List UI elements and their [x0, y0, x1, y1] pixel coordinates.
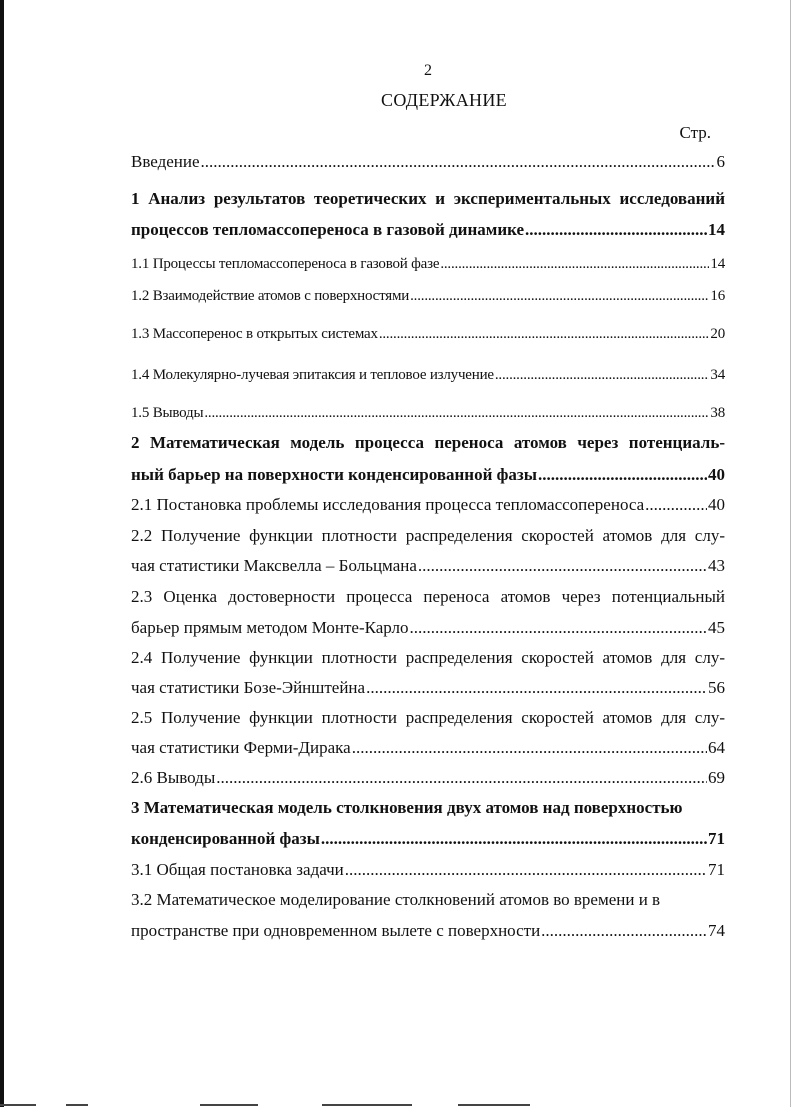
toc-entry-page: 64 — [708, 738, 725, 757]
toc-section-2-2-line-1 — [131, 525, 725, 547]
toc-entry-page: 71 — [708, 860, 725, 879]
toc-chapter-2-line-1 — [131, 432, 725, 454]
toc-section-2-6 — [131, 767, 725, 789]
toc-chapter-3-line-1 — [131, 797, 725, 819]
toc-entry-title: 1.1 Процессы тепломассопереноса в газовой фазе — [131, 256, 440, 272]
toc-entry-title: барьер прямым методом Монте-Карло — [131, 618, 409, 637]
toc-chapter-2 — [131, 464, 725, 486]
dot-leader — [410, 617, 707, 639]
toc-entry-title: ный барьер на поверхности конденсированной фазы — [131, 465, 537, 484]
toc-section-1-5 — [131, 402, 725, 424]
toc-entry-page: 20 — [710, 326, 725, 342]
dot-leader — [321, 828, 707, 850]
page-number: 2 — [424, 62, 432, 79]
toc-section-2-4-line-1 — [131, 647, 725, 669]
toc-section-2-5 — [131, 737, 725, 759]
toc-entry-title: 1.2 Взаимодействие атомов с поверхностями — [131, 288, 410, 304]
toc-entry-title: 2.3 Оценка достоверности процесса переноса атомов через потенциальный — [131, 587, 725, 606]
dot-leader — [440, 253, 709, 275]
toc-entry-page: 40 — [708, 495, 725, 514]
toc-entry-page: 69 — [708, 768, 725, 787]
toc-entry-page: 14 — [708, 220, 725, 239]
toc-section-1-1 — [131, 253, 725, 275]
toc-entry-page: 43 — [708, 556, 725, 575]
toc-entry-title: 2.5 Получение функции плотности распределения скоростей атомов для слу- — [131, 708, 725, 727]
toc-section-2-2 — [131, 555, 725, 577]
toc-entry-title: 1.5 Выводы — [131, 405, 204, 421]
toc-entry-page: 71 — [708, 829, 725, 848]
toc-section-1-4 — [131, 364, 725, 386]
dot-leader — [418, 555, 707, 577]
toc-entry-title: чая статистики Бозе-Эйнштейна — [131, 678, 366, 697]
dot-leader — [495, 364, 710, 386]
page-column-label: Стр. — [679, 123, 711, 142]
toc-entry-title: 2.1 Постановка проблемы исследования процесса тепломассопереноса — [131, 495, 645, 514]
dot-leader — [538, 464, 707, 486]
dot-leader — [366, 677, 707, 699]
scan-edge-marks — [0, 1101, 793, 1107]
toc-entry-title: конденсированной фазы — [131, 829, 320, 848]
toc-chapter-1-line-1 — [131, 188, 725, 210]
toc-entry-title: 2.2 Получение функции плотности распределения скоростей атомов для слу- — [131, 526, 725, 545]
toc-entry-title: 1.4 Молекулярно-лучевая эпитаксия и тепловое излучение — [131, 367, 494, 383]
toc-entry-page: 38 — [710, 405, 725, 421]
toc-section-1-2 — [131, 285, 725, 307]
toc-entry-title: чая статистики Ферми-Дирака — [131, 738, 351, 757]
toc-entry-title: 3.2 Математическое моделирование столкновений атомов во времени и в — [131, 890, 661, 909]
dot-leader — [216, 767, 707, 789]
toc-entry-page: 14 — [710, 256, 725, 272]
toc-section-3-2 — [131, 920, 725, 942]
toc-entry-introduction — [131, 151, 725, 173]
page-title: СОДЕРЖАНИЕ — [381, 90, 507, 110]
toc-entry-title: 2.4 Получение функции плотности распределения скоростей атомов для слу- — [131, 648, 725, 667]
toc-entry-page: 74 — [708, 921, 725, 940]
dot-leader — [541, 920, 707, 942]
toc-section-1-3 — [131, 323, 725, 345]
dot-leader — [204, 402, 709, 424]
dot-leader — [352, 737, 707, 759]
toc-entry-title: 1.3 Массоперенос в открытых системах — [131, 326, 378, 342]
toc-entry-title: Введение — [131, 152, 200, 171]
toc-entry-page: 56 — [708, 678, 725, 697]
page-left-edge — [0, 0, 4, 1107]
toc-entry-page: 40 — [708, 465, 725, 484]
dot-leader — [345, 859, 707, 881]
toc-section-2-1 — [131, 494, 725, 516]
toc-section-2-5-line-1 — [131, 707, 725, 729]
toc-section-3-1 — [131, 859, 725, 881]
toc-section-2-3-line-1 — [131, 586, 725, 608]
toc-entry-page: 34 — [710, 367, 725, 383]
toc-entry-title: 2 Математическая модель процесса переноса атомов через потенциаль- — [131, 433, 725, 452]
toc-section-2-3 — [131, 617, 725, 639]
toc-section-2-4 — [131, 677, 725, 699]
toc-entry-title: чая статистики Максвелла – Больцмана — [131, 556, 417, 575]
toc-entry-title: 1 Анализ результатов теоретических и экспериментальных исследований — [131, 189, 725, 208]
toc-entry-title: процессов тепломассопереноса в газовой динамике — [131, 220, 525, 239]
toc-entry-title: 3 Математическая модель столкновения двух атомов над поверхностью — [131, 798, 683, 817]
toc-entry-title: 3.1 Общая постановка задачи — [131, 860, 344, 879]
toc-entry-page: 16 — [710, 288, 725, 304]
dot-leader — [645, 494, 707, 516]
dot-leader — [410, 285, 709, 307]
toc-entry-title: 2.6 Выводы — [131, 768, 216, 787]
dot-leader — [525, 219, 707, 241]
dot-leader — [379, 323, 710, 345]
toc-entry-page: 6 — [716, 152, 725, 171]
toc-section-3-2-line-1 — [131, 889, 725, 911]
dot-leader — [201, 151, 716, 173]
page-right-edge — [790, 0, 791, 1107]
toc-entry-title: пространстве при одновременном вылете с поверхности — [131, 921, 541, 940]
toc-entry-page: 45 — [708, 618, 725, 637]
toc-chapter-3 — [131, 828, 725, 850]
toc-chapter-1 — [131, 219, 725, 241]
